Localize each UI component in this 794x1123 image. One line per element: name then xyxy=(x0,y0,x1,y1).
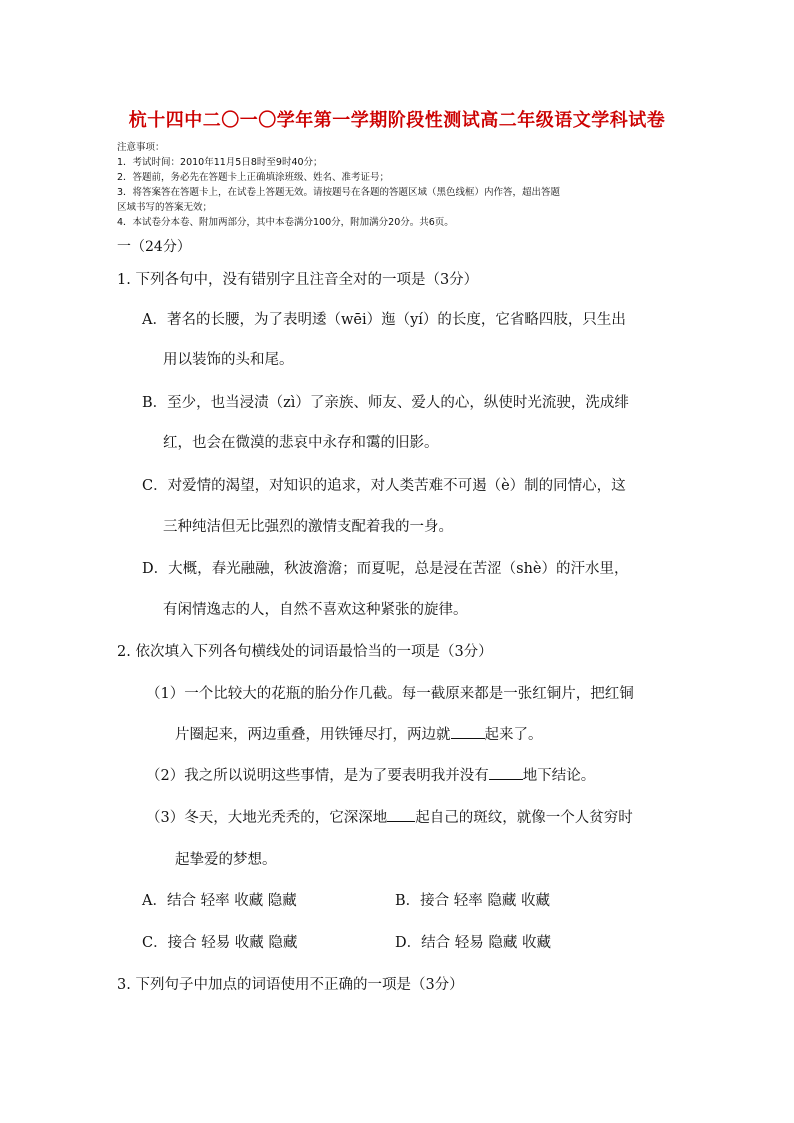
exam-title: 杭十四中二〇一〇学年第一学期阶段性测试高二年级语文学科试卷 xyxy=(128,110,666,131)
notes-item: 1．考试时间：2010年11月5日8时至9时40分； xyxy=(117,157,323,168)
q1-option-d: D．大概，春光融融，秋波澹澹；而夏呢，总是浸在苦涩（shè）的汗水里， xyxy=(142,561,629,577)
q2-s1-text: 片圈起来，两边重叠，用铁锤尽打，两边就 xyxy=(175,727,451,743)
q2-s3-text-end: 起自己的斑纹，就像一个人贫穷时 xyxy=(415,810,633,826)
fill-blank xyxy=(387,807,415,822)
q2-option-c: C．接合 轻易 收藏 隐藏 xyxy=(142,935,298,951)
fill-blank xyxy=(451,724,485,739)
q2-sentence-3 xyxy=(146,806,633,827)
q2-s2-text: （2）我之所以说明这些事情，是为了要表明我并没有 xyxy=(146,768,489,784)
q1-option-b-cont: 红，也会在微漠的悲哀中永存和霭的旧影。 xyxy=(163,435,439,451)
fill-blank xyxy=(489,765,523,780)
q2-sentence-2 xyxy=(146,764,595,785)
notes-header: 注意事项： xyxy=(117,142,165,153)
q1-option-c: C．对爱情的渴望，对知识的追求，对人类苦难不可遏（è）制的同情心，这 xyxy=(142,478,626,494)
question-1-stem: 1. 下列各句中，没有错别字且注音全对的一项是（3分） xyxy=(117,272,479,288)
notes-item: 4．本试卷分本卷、附加两部分，其中本卷满分100分，附加满分20分。共6页。 xyxy=(117,217,454,228)
section-heading: 一（24分） xyxy=(117,239,191,255)
q1-option-b: B．至少，也当浸渍（zì）了亲族、师友、爱人的心，纵使时光流驶，洗成绯 xyxy=(142,395,629,411)
notes-item: 2．答题前，务必先在答题卡上正确填涂班级、姓名、准考证号； xyxy=(117,172,390,183)
q1-option-c-cont: 三种纯洁但无比强烈的激情支配着我的一身。 xyxy=(163,519,453,535)
q2-option-d: D．结合 轻易 隐藏 收藏 xyxy=(395,935,551,951)
q2-sentence-1: （1）一个比较大的花瓶的胎分作几截。每一截原来都是一张红铜片，把红铜 xyxy=(146,686,634,702)
notes-item: 3．将答案答在答题卡上，在试卷上答题无效。请按题号在各题的答题区域（黑色线框）内作答，超出答题 xyxy=(117,187,561,198)
q1-option-a-cont: 用以装饰的头和尾。 xyxy=(163,352,294,368)
q2-sentence-3-cont: 起挚爱的梦想。 xyxy=(175,852,277,868)
q1-option-d-cont: 有闲情逸志的人，自然不喜欢这种紧张的旋律。 xyxy=(163,602,468,618)
notes-item: 区域书写的答案无效； xyxy=(117,202,213,213)
q2-s3-text: （3）冬天，大地光秃秃的，它深深地 xyxy=(146,810,388,826)
q2-option-b: B．接合 轻率 隐藏 收藏 xyxy=(395,893,550,909)
question-3-stem: 3. 下列句子中加点的词语使用不正确的一项是（3分） xyxy=(117,977,464,993)
notes-block xyxy=(117,140,687,230)
q2-option-a: A．结合 轻率 收藏 隐藏 xyxy=(142,893,297,909)
q2-s2-text-end: 地下结论。 xyxy=(522,768,596,784)
q1-option-a: A．著名的长腰，为了表明逶（wēi）迤（yí）的长度，它省略四肢，只生出 xyxy=(142,312,626,328)
q2-s1-text-end: 起来了。 xyxy=(484,727,543,743)
q2-sentence-1-cont xyxy=(175,723,543,744)
question-2-stem: 2. 依次填入下列各句横线处的词语最恰当的一项是（3分） xyxy=(117,644,493,660)
